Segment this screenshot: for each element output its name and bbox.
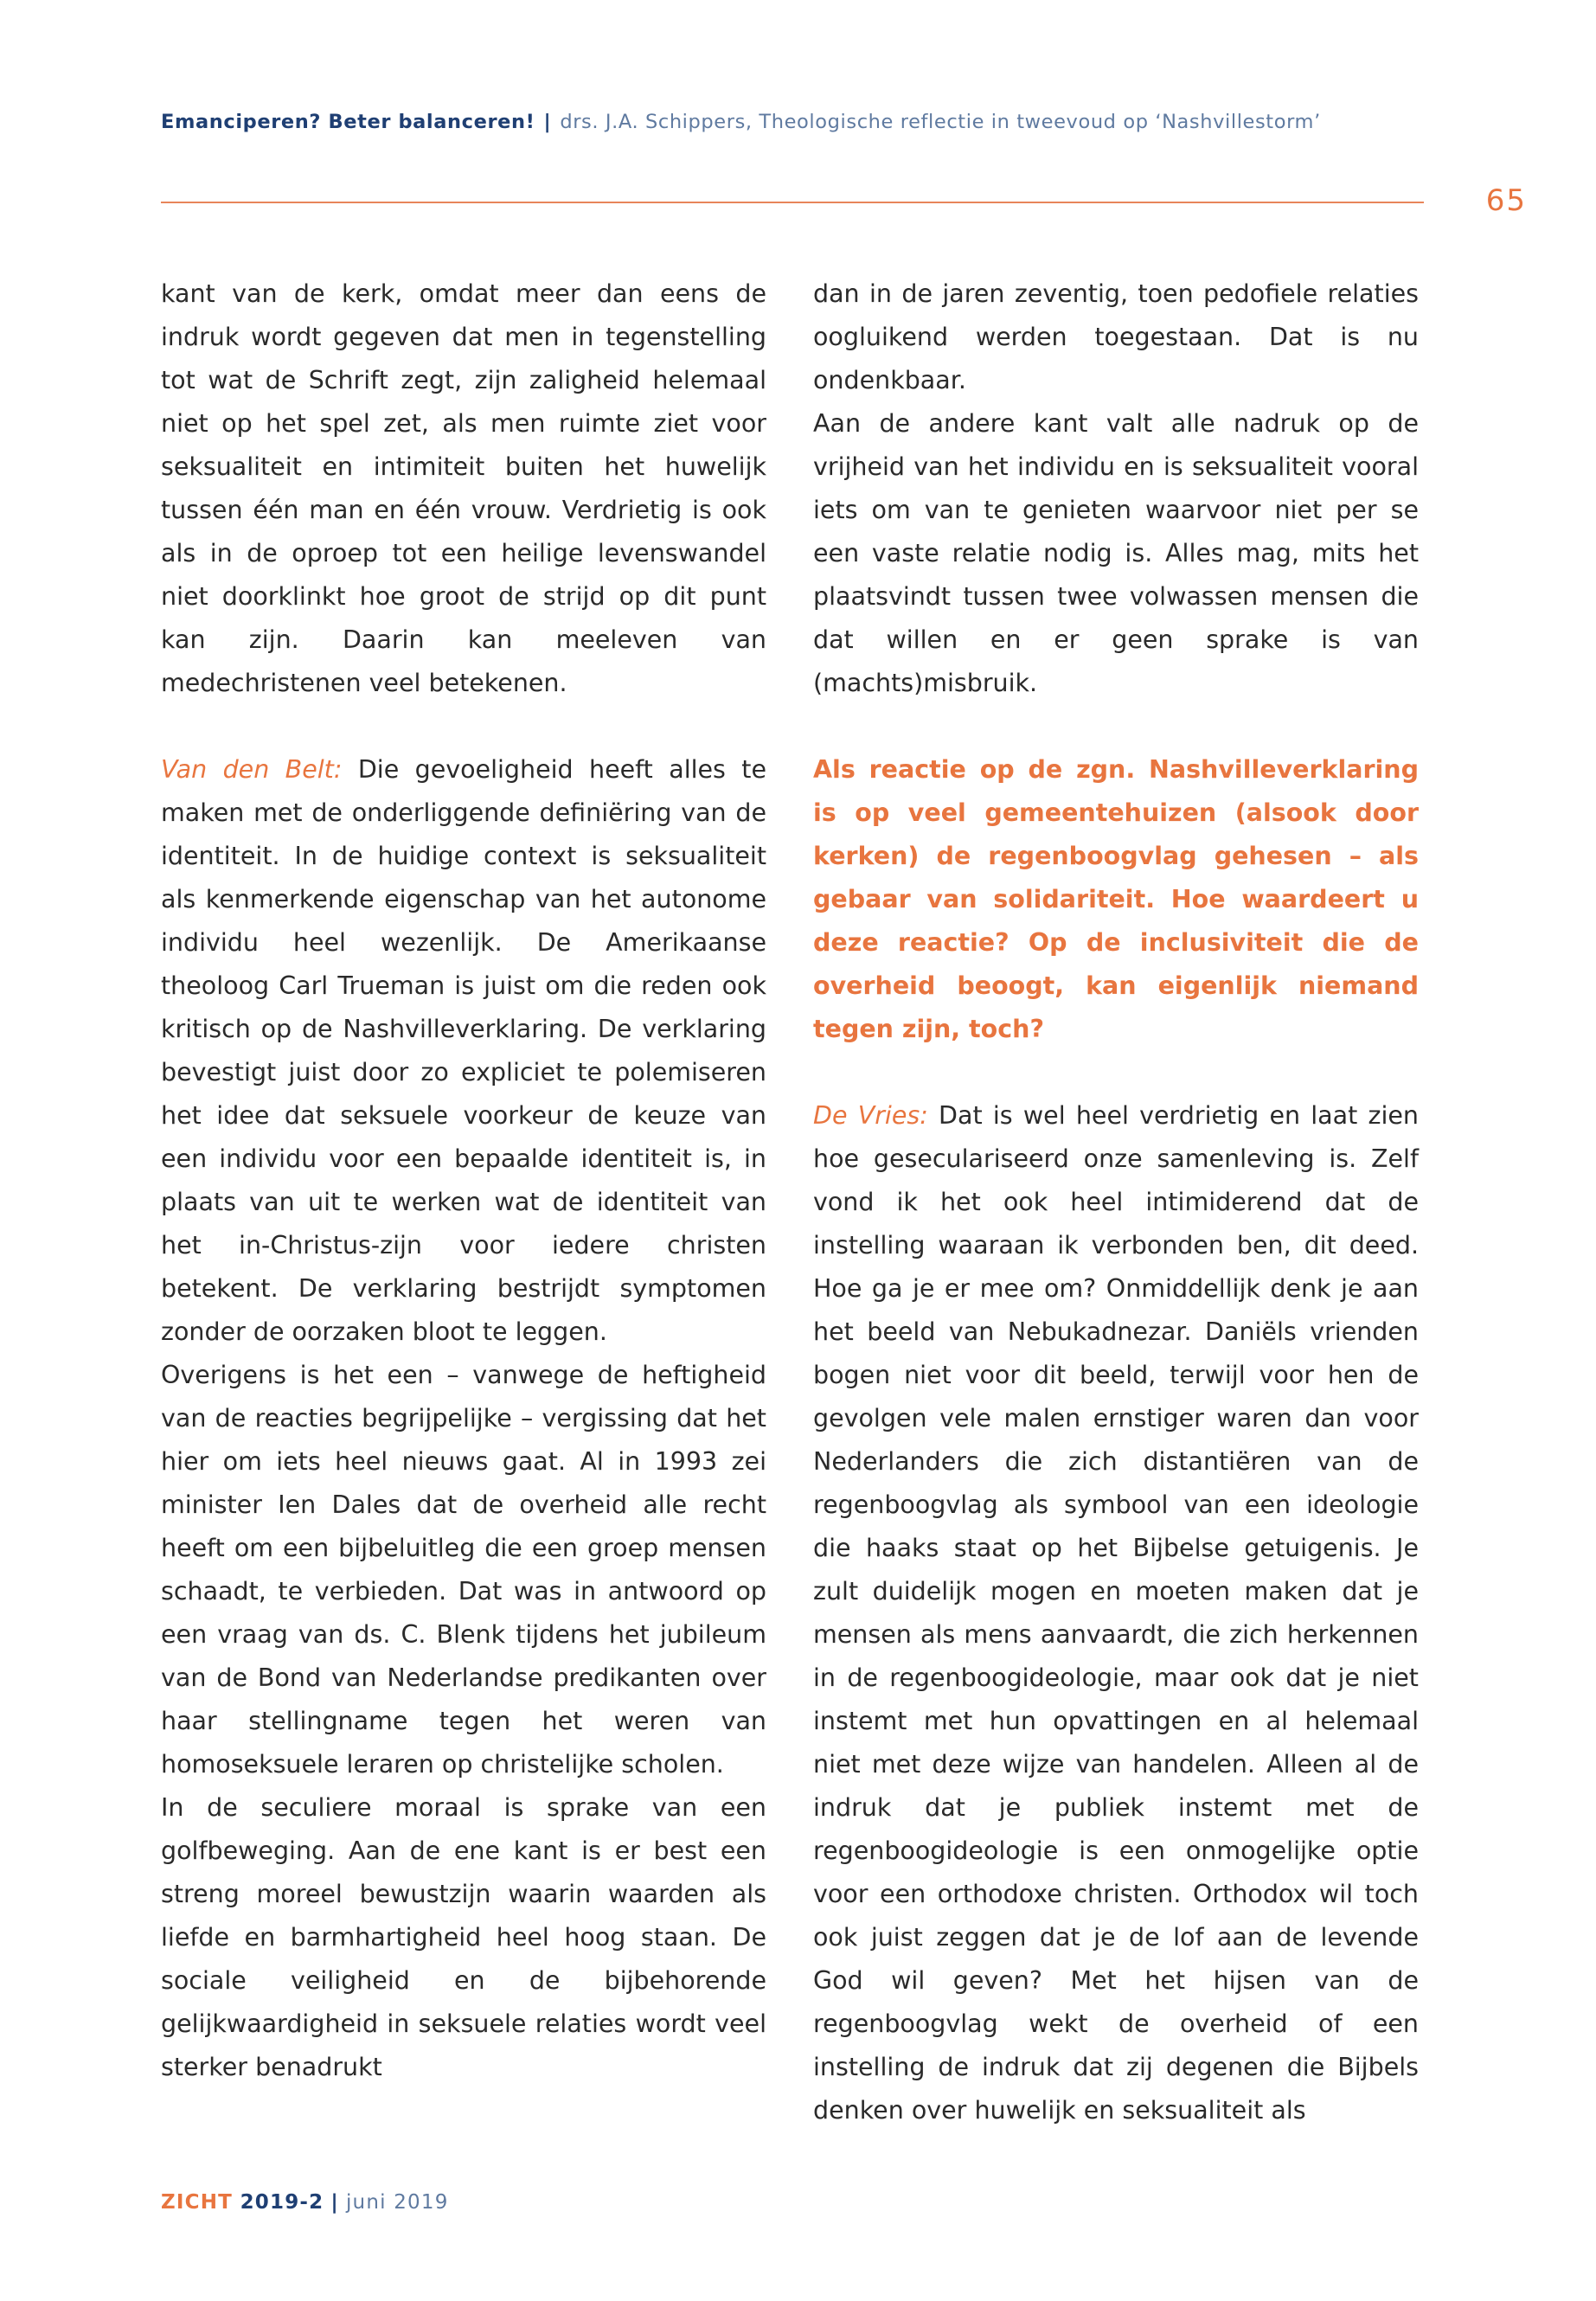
right-column — [813, 272, 1419, 2132]
interview-question: Als reactie op de zgn. Nashvilleverklaring is op veel gemeentehuizen (alsook door kerken) de regenboogvlag gehesen – als gebaar van solidariteit. Hoe waardeert u deze reactie? Op de inclusiviteit die de overheid beoogt, kan eigenlijk niemand tegen zijn, toch? — [813, 755, 1419, 1043]
speaker-de-vries: De Vries: — [813, 1101, 928, 1130]
left-paragraph-1: kant van de kerk, omdat meer dan eens de indruk wordt gegeven dat men in tegenstelling tot wat de Schrift zegt, zijn zaligheid helemaal niet op het spel zet, als men ruimte ziet voor seksualiteit en intimiteit buiten het huwelijk tussen één man en één vrouw. Verdrietig is ook als in de oproep tot een heilige levenswandel niet doorklinkt hoe groot de strijd op dit punt kan zijn. Daarin kan meeleven van medechristenen veel betekenen. — [161, 279, 766, 697]
left-column — [161, 272, 766, 2089]
left-paragraph-2-text: Die gevoeligheid heeft alles te maken met de onderliggende definiëring van de identiteit. In de huidige context is seksualiteit als kenmerkende eigenschap van het autonome individu heel wezenlijk. De Amerikaanse theoloog Carl Trueman is juist om die reden ook kritisch op de Nashvilleverklaring. De verklaring bevestigt juist door zo expliciet te polemiseren het idee dat seksuele voorkeur de keuze van een individu voor een bepaalde identiteit is, in plaats van uit te werken wat de identiteit van het in-Christus-zijn voor iedere christen betekent. De verklaring bestrijdt symptomen zonder de oorzaken bloot te leggen. — [161, 755, 767, 1346]
page-number: 65 — [1485, 183, 1527, 218]
left-paragraph-4: In de seculiere moraal is sprake van een golfbeweging. Aan de ene kant is er best een streng moreel bewustzijn waarin waarden als liefde en barmhartigheid heel hoog staan. De sociale veiligheid en de bijbehorende gelijkwaardigheid in seksuele relaties wordt veel sterker benadrukt — [161, 1793, 766, 2081]
right-paragraph-3 — [813, 1094, 1419, 2132]
footer-date: juni 2019 — [345, 2191, 449, 2214]
footer-issue: 2019-2 — [240, 2191, 324, 2214]
running-header — [161, 111, 1424, 133]
header-separator: | — [543, 111, 552, 133]
right-paragraph-3-text: Dat is wel heel verdrietig en laat zien hoe geseculariseerd onze samenleving is. Zelf vond ik het ook heel intimiderend dat de instelling waaraan ik verbonden ben, dit deed. Hoe ga je er mee om? Onmiddellijk denk je aan het beeld van Nebukadnezar. Daniëls vrienden bogen niet voor dit beeld, terwijl voor hen de gevolgen vele malen ernstiger waren dan voor Nederlanders die zich distantiëren van de regenboogvlag als symbool van een ideologie die haaks staat op het Bijbelse getuigenis. Je zult duidelijk mogen en moeten maken dat je mensen als mens aanvaardt, die zich herkennen in de regenboogideologie, maar ook dat je niet instemt met hun opvattingen en al helemaal niet met deze wijze van handelen. Alleen al de indruk dat je publiek instemt met de regenboogideologie is een onmogelijke optie voor een orthodoxe christen. Orthodox wil toch ook juist zeggen dat je de lof aan de levende God wil geven? Met het hijsen van de regenboogvlag wekt de overheid of een instelling de indruk dat zij degenen die Bijbels denken over huwelijk en seksualiteit als — [813, 1101, 1419, 2125]
page-footer — [161, 2191, 449, 2214]
left-paragraph-3: Overigens is het een – vanwege de heftigheid van de reacties begrijpelijke – vergissing dat het hier om iets heel nieuws gaat. Al in 1993 zei minister Ien Dales dat de overheid alle recht heeft om een bijbeluitleg die een groep mensen schaadt, te verbieden. Dat was in antwoord op een vraag van ds. C. Blenk tijdens het jubileum van de Bond van Nederlandse predikanten over haar stellingname tegen het weren van homoseksuele leraren op christelijke scholen. — [161, 1361, 766, 1779]
left-paragraph-2 — [161, 748, 766, 1354]
footer-separator: | — [330, 2191, 339, 2214]
right-paragraph-2: Aan de andere kant valt alle nadruk op de vrijheid van het individu en is seksualiteit vooral iets om van te genieten waarvoor niet per se een vaste relatie nodig is. Alles mag, mits het plaatsvindt tussen twee volwassen mensen die dat willen en er geen sprake is van (machts)misbruik. — [813, 409, 1419, 697]
footer-magazine: ZICHT — [161, 2191, 234, 2214]
header-divider — [161, 202, 1424, 203]
header-subtitle: drs. J.A. Schippers, Theologische reflectie in tweevoud op ‘Nashvillestorm’ — [560, 111, 1321, 133]
header-title: Emanciperen? Beter balanceren! — [161, 111, 535, 133]
speaker-van-den-belt: Van den Belt: — [161, 755, 343, 784]
right-paragraph-1: dan in de jaren zeventig, toen pedofiele relaties oogluikend werden toegestaan. Dat is nu ondenkbaar. — [813, 279, 1419, 394]
